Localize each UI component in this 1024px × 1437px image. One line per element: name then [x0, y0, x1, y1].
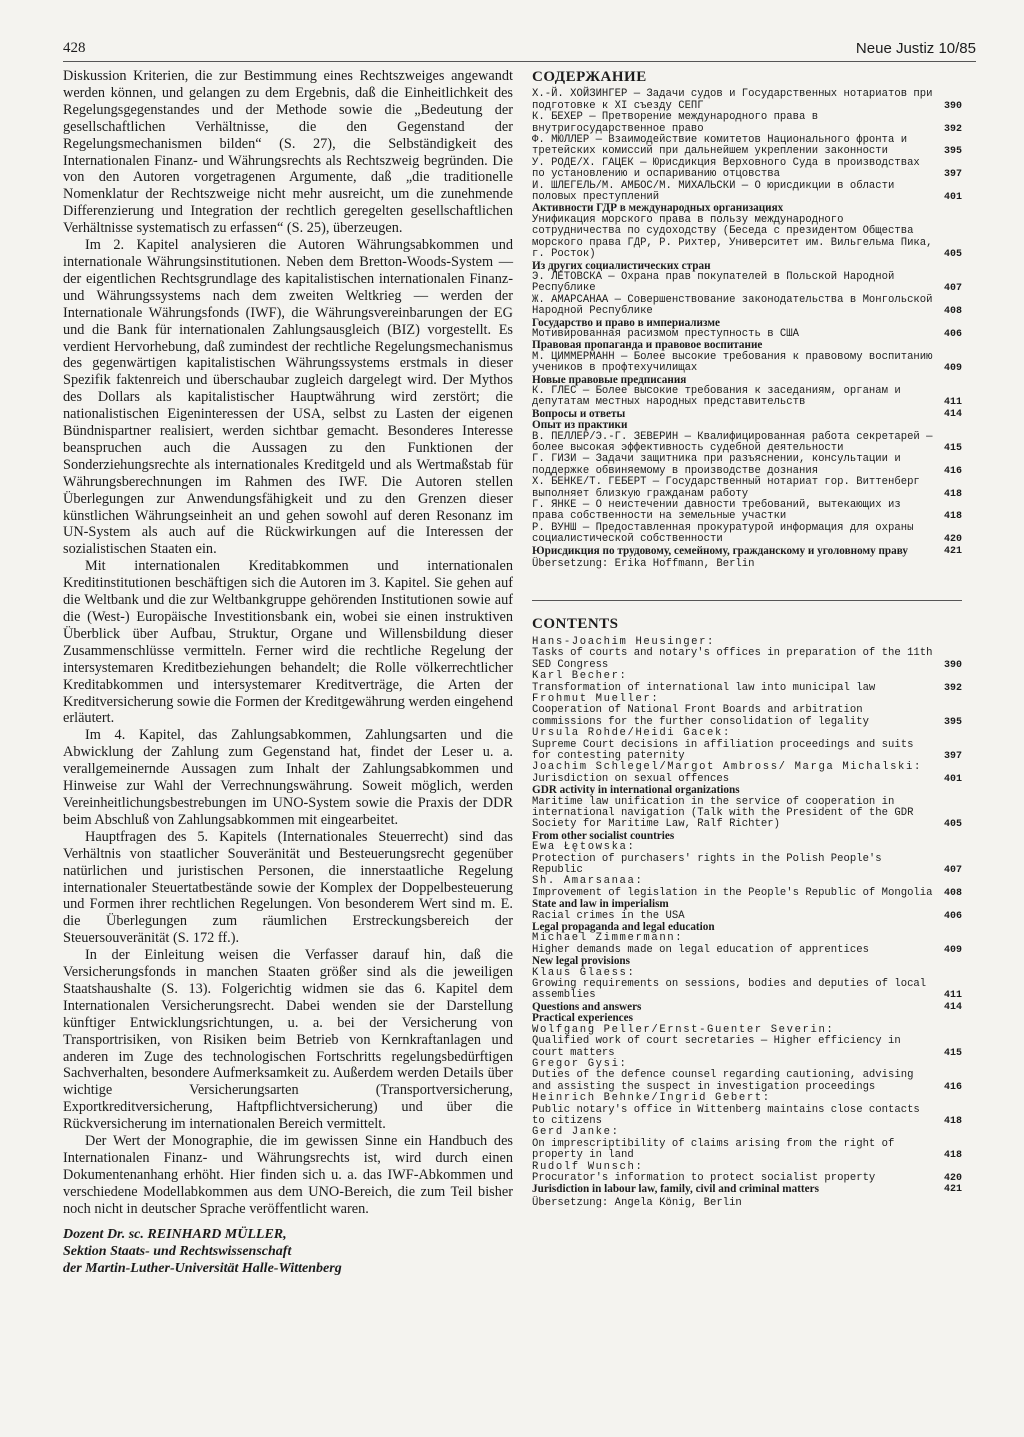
toc-entry-title: Э. ЛЕТОВСКА — Охрана прав покупателей в Польской Народной Республике — [532, 270, 895, 295]
toc-entry-text — [532, 500, 940, 523]
toc-divider — [532, 600, 962, 601]
toc-entry-title: И. ШЛЕГЕЛЬ/М. АМБОС/М. МИХАЛЬСКИ — О юрисдикции в области половых преступлений — [532, 179, 895, 204]
article-paragraph: Im 2. Kapitel analysieren die Autoren Währungsabkommen und internationale Währungsinstitutionen. Neben dem Bretton-Woods-System — der eigentlichen Rechtsgrundlage des kapitalistischen internationalen Finanz- und Währungssystems nach dem zweiten Weltkrieg — werden der Internationale Währungsfonds (IWF), die Währungsvereinbarungen der EG und die Bank für internationalen Zahlungsausgleich (BIZ) vorgestellt. Es verdient Hervorhebung, daß zumindest der rechtliche Regelungsmechanismus des gegenwärtigen kapitalistischen Währungssystems erstmals in dieser Spezifik faktenreich und überschaubar zugleich dargelegt wird. Der Mythos des Dollars als kapitalistischer Hauptwährung wird zerstört; die nationalistischen Eigeninteressen der USA, selbst zu Lasten der eigenen Bündnispartner realisiert, werden sichtbar gemacht. Besonderes Interesse beanspruchen auch die Aussagen zu den Funktionen der Sonderziehungsrechte als internationales Kreditgeld und als Wertmaßstab für Währungsberechnungen im Rahmen des IWF. Die Autoren stellen Überlegungen zur Anwendungsfähigkeit und zu den Grenzen dieser künstlichen Währungseinheit an und gehen sowohl auf deren Resonanz im UN-System als auch auf die Rückwirkungen auf die Interessen der sozialistischen Staaten ein. — [63, 237, 513, 558]
toc-entry-author: Klaus Glaess: — [532, 966, 636, 979]
toc-entry — [532, 797, 962, 831]
toc-entry-title: Jurisdiction on sexual offences — [532, 772, 730, 785]
toc-entry-page: 401 — [943, 192, 962, 204]
toc-entry-page: 408 — [943, 306, 962, 318]
journal-issue: Neue Justiz 10/85 — [855, 40, 976, 57]
toc-entry — [532, 215, 962, 261]
toc-entry — [532, 671, 962, 694]
toc-entry — [532, 694, 962, 728]
toc-entry-text — [532, 1127, 940, 1161]
toc-entry-page: 409 — [943, 944, 962, 956]
toc-entry-page: 405 — [943, 819, 962, 831]
toc-entry-text — [532, 352, 940, 375]
toc-entry-title: Р. ВУНШ — Предоставленная прокуратурой информация для охраны социалистической собственности — [532, 521, 914, 546]
toc-entry — [532, 158, 962, 181]
toc-entry — [532, 135, 962, 158]
toc-entry-text — [532, 762, 940, 785]
toc-section-heading: From other socialist countries — [532, 829, 675, 842]
toc-entry-page: 421 — [943, 1184, 962, 1196]
toc-entry — [532, 1059, 962, 1093]
toc-section-heading: State and law in imperialism — [532, 898, 669, 911]
toc-entry-author: Karl Becher: — [532, 670, 628, 683]
article-body — [63, 68, 513, 1277]
toc-english-heading: CONTENTS — [532, 616, 619, 633]
toc-entry-page: 420 — [943, 1172, 962, 1184]
toc-entry-title: Cooperation of National Front Boards and arbitration commissions for the further consolidation of legality — [532, 704, 869, 728]
toc-entry-text — [532, 386, 940, 409]
toc-entry-page: 405 — [943, 249, 962, 261]
toc-entry-page: 392 — [943, 682, 962, 694]
toc-entry-author: Joachim Schlegel/Margot Ambross/ Marga Michalski: — [532, 761, 922, 774]
toc-entry — [532, 728, 962, 762]
toc-entry-text — [532, 671, 940, 694]
toc-entry-page: 395 — [943, 146, 962, 158]
toc-entry-page: 408 — [943, 887, 962, 899]
toc-entry-text — [532, 523, 940, 546]
toc-section-heading: Jurisdiction in labour law, family, civil and criminal matters — [532, 1183, 819, 1196]
toc-entry-title: К. ГЛЕС — Более высокие требования к заседаниям, органам и депутатам местных народных представительств — [532, 384, 901, 409]
toc-entry-author: Ursula Rohde/Heidi Gacek: — [532, 727, 731, 740]
toc-entry — [532, 386, 962, 409]
toc-entry-page: 392 — [943, 123, 962, 135]
toc-entry-text — [532, 728, 940, 762]
toc-entry-title: Maritime law unification in the service of cooperation in international navigation (Talk with the President of the GDR Society for Maritime Law, Ralf Richter) — [532, 795, 914, 831]
toc-entry-text — [532, 272, 940, 295]
toc-entry-title: Х.-Й. ХОЙЗИНГЕР — Задачи судов и Государственных нотариатов при подготовке к XI съезду СЕПГ — [532, 88, 933, 112]
toc-entry — [532, 1127, 962, 1161]
toc-entry-page: 401 — [943, 773, 962, 785]
signature-line: Sektion Staats- und Rechtswissenschaft — [63, 1243, 292, 1259]
toc-entry-text — [532, 1059, 940, 1093]
toc-entry-title: В. ПЕЛЛЕР/Э.-Г. ЗЕВЕРИН — Квалифицированная работа секретарей — более высокая эффективность судебной деятельности — [532, 430, 933, 454]
toc-entry-page: 407 — [943, 865, 962, 876]
toc-entry-page: 390 — [943, 659, 962, 671]
article-paragraph: Diskussion Kriterien, die zur Bestimmung eines Rechtszweiges angewandt werden können, und gelangen zu dem Ergebnis, daß die Einheitlichkeit des Regelungsgegenstandes und der Methode sowie die „Bedeutung der gesellschaftlichen Verhältnisse, die den Gegenstand der Regelungsmechanismen bilden“ (S. 27), die Selbständigkeit des Internationalen Finanz- und Währungsrechts als Rechtszweig begründen. Die von den Autoren vorgetragenen Argumente, daß „die traditionelle Nomenklatur der Rechtszweige nicht mehr ausreicht, um die zunehmende Differenzierung und Integration der rechtlich geregelten gesellschaftlichen Verhältnisse systematisch zu erfassen“ (S. 25), überzeugen. — [63, 68, 513, 237]
toc-entry-text — [532, 933, 940, 956]
toc-entry-page: 420 — [943, 534, 962, 546]
toc-entry — [532, 1025, 962, 1059]
toc-section-heading: Из других социалистических стран — [532, 259, 711, 272]
toc-entry-title: Ф. МЮЛЛЕР — Взаимодействие комитетов Национального фронта и третейских комиссий при дальнейшем укреплении законности — [532, 134, 908, 158]
toc-entry-page: 416 — [943, 465, 962, 477]
toc-entry — [532, 933, 962, 956]
toc-russian — [532, 89, 962, 557]
toc-section-heading: Опыт из практики — [532, 419, 628, 432]
toc-entry-title: Унификация морского права в пользу международного сотрудничества по судоходству (Беседа с президентом Общества морского права ГДР, Р. Рихтер, Университет им. Вильгельма Пика, г. Росток) — [532, 213, 933, 261]
toc-entry-title: М. ЦИММЕРМАНН — Более высокие требования к правовому воспитанию учеников в профтехучилищах — [532, 350, 933, 375]
toc-entry-title: Duties of the defence counsel regarding cautioning, advising and assisting the suspect in investigation proceedings — [532, 1069, 914, 1093]
toc-entry — [532, 637, 962, 671]
toc-entry-page: 407 — [943, 283, 962, 295]
article-paragraph: In der Einleitung weisen die Verfasser darauf hin, daß die Versicherungsfonds in manchen Staaten größer sind als die jeweiligen Staatshaushalte (S. 13). Folgerichtig widmen sie das 6. Kapitel dem Internationalen Versicherungsrecht. Dabei wenden sie der Darstellung künftiger Entwicklungsrichtungen, u. a. bei der Versicherung von Transportrisiken, von Risiken beim Betrieb von Kernkraftanlagen und anderen im Zuge des technologischen Fortschritts regelungsbedürftigen Sachverhalten, besondere Aufmerksamkeit zu. Außerdem werden Details über wichtige Versicherungsarten (Transportversicherung, Exportkreditversicherung, Haftpflichtversicherung) und über die Rückversicherung im internationalen Bereich vermittelt. — [63, 947, 513, 1133]
toc-entry — [532, 272, 962, 295]
toc-section-heading: Questions and answers — [532, 1000, 642, 1013]
toc-entry-title: Tasks of courts and notary's offices in preparation of the 11th SED Congress — [532, 647, 933, 671]
toc-entry-page: 395 — [943, 716, 962, 728]
toc-entry-title: Higher demands made on legal education of apprentices — [532, 943, 869, 956]
toc-entry-title: Racial crimes in the USA — [532, 909, 685, 922]
toc-entry-page: 418 — [943, 511, 962, 523]
toc-section-heading: Государство и право в империализме — [532, 316, 720, 329]
toc-entry — [532, 112, 962, 135]
toc-entry-author: Hans-Joachim Heusinger: — [532, 635, 716, 648]
toc-entry-title: Мотивированная расизмом преступность в США — [532, 327, 800, 340]
toc-entry-title: Г. ГИЗИ — Задачи защитника при разъяснении, консультации и поддержке обвиняемому в производстве дознания — [532, 453, 901, 477]
toc-entry-text — [532, 295, 940, 318]
toc-entry-title: Public notary's office in Wittenberg maintains close contacts to citizens — [532, 1103, 920, 1127]
toc-entry-title: Procurator's information to protect socialist property — [532, 1171, 876, 1184]
toc-entry-text — [532, 637, 940, 671]
page-number: 428 — [63, 40, 86, 56]
toc-entry-text — [532, 694, 940, 728]
toc-entry-author: Wolfgang Peller/Ernst-Guenter Severin: — [532, 1023, 835, 1036]
toc-entry-title: Qualified work of court secretaries — Higher efficiency in court matters — [532, 1035, 901, 1059]
toc-section-heading: Practical experiences — [532, 1012, 633, 1025]
toc-entry-author: Gregor Gysi: — [532, 1057, 628, 1070]
toc-entry — [532, 477, 962, 500]
toc-russian-translator: Übersetzung: Erika Hoffmann, Berlin — [532, 558, 755, 571]
toc-entry-author: Rudolf Wunsch: — [532, 1160, 644, 1173]
toc-entry-title: У. РОДЕ/Х. ГАЦЕК — Юрисдикция Верховного Суда в производствах по установлению и оспариванию отцовства — [532, 156, 920, 181]
toc-entry-text — [532, 432, 940, 455]
toc-entry-title: Improvement of legislation in the People's Republic of Mongolia — [532, 886, 933, 899]
toc-entry-title: Transformation of international law into municipal law — [532, 681, 876, 694]
toc-entry-title: Protection of purchasers' rights in the Polish People's Republic — [532, 852, 882, 876]
toc-entry-author: Heinrich Behnke/Ingrid Gebert: — [532, 1092, 771, 1105]
toc-entry-text — [532, 454, 940, 477]
toc-entry — [532, 842, 962, 876]
toc-entry-page: 406 — [943, 910, 962, 922]
toc-entry — [532, 968, 962, 1002]
toc-entry-page: 418 — [943, 488, 962, 500]
toc-russian-heading: СОДЕРЖАНИЕ — [532, 69, 647, 85]
toc-entry — [532, 1184, 962, 1195]
toc-entry-page: 411 — [943, 990, 962, 1002]
toc-entry-text — [532, 135, 940, 158]
article-paragraph: Mit internationalen Kreditabkommen und internationalen Kreditinstitutionen beschäftigen sich die Autoren im 3. Kapitel. Sie gehen auf die Weltbank und die zur Weltbankgruppe gehörenden Institutionen sowie auf die (West-) Europäische Investitionsbank ein, wobei sie einen instruktiven Überblick über Aufbau, Struktur, Organe und Willensbildung dieser Zusammenschlüsse vermitteln. Ferner wird die rechtliche Regelung der intersystemaren Kreditbeziehungen behandelt; die Rolle völkerrechtlicher Kreditabkommen und intersystemarer Kreditverträge, die Arten der Kreditversicherung sowie die Formen der Kreditgewährung werden eingehend erläutert. — [63, 558, 513, 727]
tables-of-contents — [532, 68, 962, 1209]
toc-entry-author: Sh. Amarsanaa: — [532, 875, 644, 888]
toc-entry-text — [532, 477, 940, 500]
article-paragraph: Im 4. Kapitel, das Zahlungsabkommen, Zahlungsarten und die Abwicklung der Zahlung zum Gegenstand hat, findet der Leser u. a. verallgemeinernde Aussagen zum Inhalt der Zahlungsabkommen und Hinweise zur Wahl der Verrechnungswährung. Soweit möglich, werden Vereinheitlichungsbestrebungen im UNO-System sowie die Praxis der DDR beim Abschluß von Zahlungsabkommen mit eingearbeitet. — [63, 727, 513, 828]
toc-entry — [532, 876, 962, 899]
toc-entry-title: Г. ЯНКЕ — О неистечении давности требований, вытекающих из права собственности на земельные участки — [532, 499, 901, 523]
toc-entry-text — [532, 89, 940, 112]
author-signature — [63, 1226, 513, 1277]
article-paragraph: Hauptfragen des 5. Kapitels (Internationales Steuerrecht) sind das Verhältnis von staatlicher Souveränität und Besteuerungsrecht gegenüber natürlichen und juristischen Personen, die innerstaatliche Regelung internationaler Steuertatbestände sowie der Komplex der Doppelbesteuerung und Formen ihrer rechtlichen Regelungen. Von besonderem Wert sind m. E. die Überlegungen zum räumlichen Erstreckungsbereich der Steuersouveränität (S. 172 ff.). — [63, 828, 513, 947]
toc-entry-text — [532, 158, 940, 181]
toc-entry-page: 397 — [943, 750, 962, 762]
toc-entry-title: Х. БЕНКЕ/Т. ГЕБЕРТ — Государственный нотариат гор. Виттенберг выполняет близкую гражданам работу — [532, 476, 920, 500]
toc-entry-text — [532, 1162, 940, 1185]
toc-entry-text — [532, 215, 940, 261]
toc-entry — [532, 454, 962, 477]
toc-entry — [532, 523, 962, 546]
toc-entry-title: On imprescriptibility of claims arising from the right of property in land — [532, 1137, 895, 1162]
toc-section-heading: Правовая пропаганда и правовое воспитание — [532, 339, 763, 352]
toc-entry-page: 397 — [943, 169, 962, 181]
toc-section-heading: Новые правовые предписания — [532, 373, 687, 386]
toc-entry — [532, 500, 962, 523]
article-paragraph: Der Wert der Monographie, die im gewissen Sinne ein Handbuch des Internationalen Finanz- und Währungsrechts ist, wird durch einen Dokumentenanhang erhöht. Hier finden sich u. a. das IWF-Abkommen und verschiedene Modellabkommen aus dem UNO-Bereich, die zum Teil bisher noch nicht in deutscher Sprache veröffentlicht waren. — [63, 1133, 513, 1217]
toc-entry-page: 414 — [943, 1001, 962, 1013]
toc-section-heading: Вопросы и ответы — [532, 407, 626, 420]
toc-entry-author: Frohmut Mueller: — [532, 692, 660, 705]
header-rule — [63, 61, 976, 62]
toc-entry-page: 415 — [943, 443, 962, 454]
toc-entry-page: 414 — [943, 408, 962, 420]
toc-entry — [532, 181, 962, 204]
signature-line: Dozent Dr. sc. REINHARD MÜLLER, — [63, 1226, 287, 1242]
toc-entry — [532, 89, 962, 112]
toc-entry — [532, 1162, 962, 1185]
toc-entry-page: 390 — [943, 100, 962, 112]
toc-entry-title: Supreme Court decisions in affiliation proceedings and suits for contesting paternity — [532, 738, 914, 762]
toc-entry-text — [532, 968, 940, 1002]
toc-entry — [532, 352, 962, 375]
toc-entry-text — [532, 876, 940, 899]
toc-entry-author: Michael Zimmermann: — [532, 932, 684, 945]
toc-entry-text — [532, 181, 940, 204]
toc-entry — [532, 762, 962, 785]
toc-entry-text — [532, 1025, 940, 1059]
signature-line: der Martin-Luther-Universität Halle-Wittenberg — [63, 1260, 342, 1276]
toc-english-translator: Übersetzung: Angela König, Berlin — [532, 1196, 742, 1209]
toc-entry-page: 416 — [943, 1081, 962, 1093]
toc-entry-text — [532, 842, 940, 876]
toc-section-heading: Legal propaganda and legal education — [532, 921, 715, 934]
toc-entry-page: 409 — [943, 363, 962, 375]
toc-entry-text — [532, 112, 940, 135]
toc-section-heading: Активности ГДР в международных организациях — [532, 202, 784, 215]
toc-section-heading: GDR activity in international organizations — [532, 784, 740, 797]
toc-entry-page: 421 — [943, 545, 962, 557]
toc-entry — [532, 432, 962, 455]
toc-entry-page: 418 — [943, 1115, 962, 1127]
toc-english — [532, 637, 962, 1196]
toc-entry-page: 406 — [943, 328, 962, 340]
toc-entry — [532, 295, 962, 318]
toc-entry — [532, 1093, 962, 1127]
toc-entry-text — [532, 797, 940, 831]
toc-entry-author: Gerd Janke: — [532, 1126, 620, 1139]
toc-entry-title: Growing requirements on sessions, bodies and deputies of local assemblies — [532, 978, 927, 1002]
toc-entry-page: 411 — [943, 397, 962, 409]
toc-section-heading: New legal provisions — [532, 955, 630, 968]
toc-entry-title: Ж. АМАРСАНАА — Совершенствование законодательства в Монгольской Народной Республике — [532, 293, 933, 318]
toc-entry-text — [532, 1093, 940, 1127]
toc-entry-page: 415 — [943, 1047, 962, 1059]
toc-entry — [532, 546, 962, 557]
toc-entry-page: 418 — [943, 1150, 962, 1162]
toc-section-heading: Юрисдикция по трудовому, семейному, гражданскому и уголовному праву — [532, 544, 909, 557]
toc-entry-author: Ewa Łętowska: — [532, 841, 636, 854]
toc-entry-title: К. БЕХЕР — Претворение международного права в внутригосударственное право — [532, 111, 819, 135]
